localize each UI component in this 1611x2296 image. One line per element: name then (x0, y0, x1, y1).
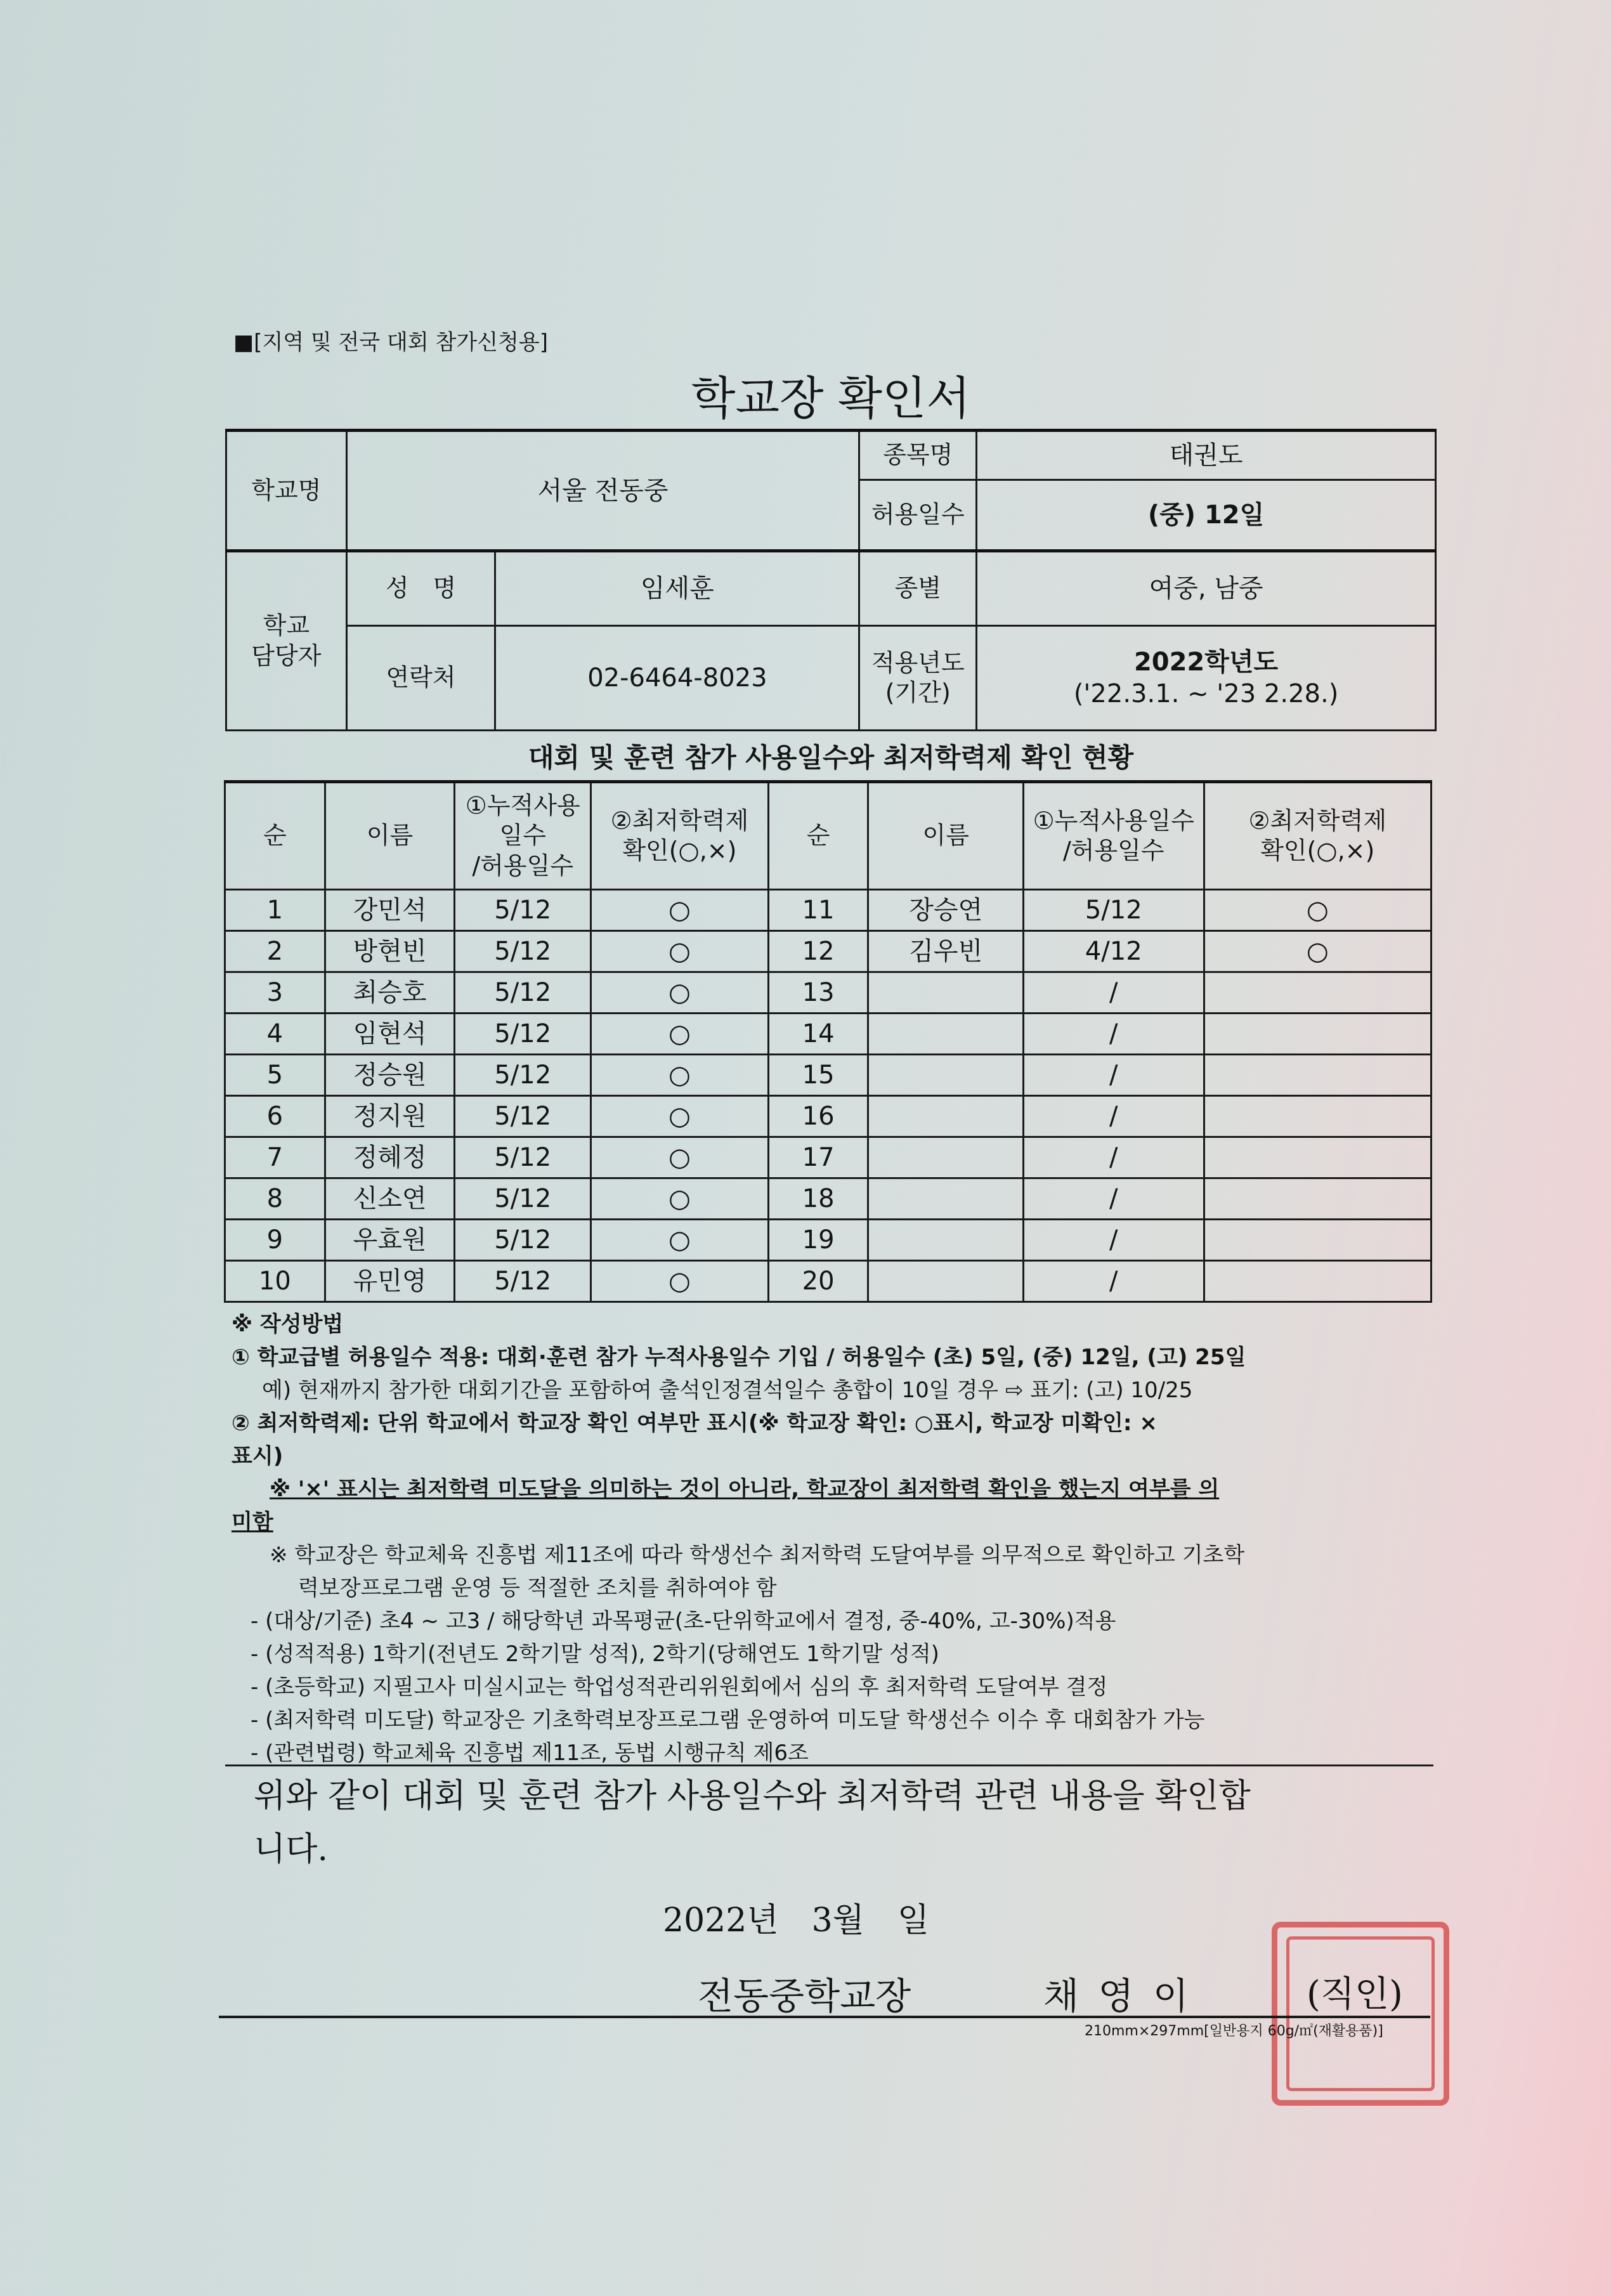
cell-no: 16 (768, 1096, 868, 1137)
cell-no: 15 (768, 1055, 868, 1096)
table-row (225, 1261, 1432, 1302)
status-body (225, 890, 1432, 1302)
note-3a: ※ '×' 표시는 최저학력 미도달을 의미하는 것이 아니라, 학교장이 최저학력 확인을 했는지 여부를 의 (270, 1477, 1220, 1502)
cell-name: 방현빈 (325, 931, 455, 972)
page-title: 학교장 확인서 (691, 372, 971, 425)
notes-heading: ※ 작성방법 (232, 1312, 344, 1337)
signer-name: 채 영 이 (1043, 1974, 1192, 2018)
cell-check (1204, 1014, 1431, 1055)
paper-spec: 210mm×297mm[일반용지 60g/㎡(재활용품)] (1085, 2023, 1383, 2039)
cell-check: ○ (1204, 890, 1431, 931)
cell-usage: 5/12 (455, 1220, 591, 1261)
cell-usage: 5/12 (455, 1014, 591, 1055)
cell-check (1204, 1137, 1431, 1178)
note-d5: - (관련법령) 학교체육 진흥법 제11조, 동법 시행규칙 제6조 (251, 1740, 809, 1766)
cell-name (868, 1014, 1024, 1055)
col-check-left: ②최저학력제 확인(○,×) (591, 782, 769, 890)
cell-usage: / (1023, 1137, 1204, 1178)
table-row (225, 1096, 1432, 1137)
cell-check: ○ (591, 972, 769, 1014)
col-usage-right: ①누적사용일수 /허용일수 (1023, 782, 1204, 890)
cell-name: 김우빈 (868, 931, 1024, 972)
signature-divider (219, 2016, 1430, 2018)
cell-no: 17 (768, 1137, 868, 1178)
cell-usage: 5/12 (1023, 890, 1204, 931)
period-label: 적용년도 (기간) (859, 626, 977, 731)
cell-name: 정혜정 (325, 1137, 455, 1178)
note-2a: ② 최저학력제: 단위 학교에서 학교장 확인 여부만 표시(※ 학교장 확인: ○표시, 학교장 미확인: × (232, 1411, 1158, 1436)
allowed-days-value: (중) 12일 (977, 480, 1436, 551)
col-check-right: ②최저학력제 확인(○,×) (1204, 782, 1431, 890)
cell-check: ○ (591, 1220, 769, 1261)
note-d2: - (성적적용) 1학기(전년도 2학기말 성적), 2학기(당해연도 1학기말 성적) (251, 1641, 939, 1667)
category-value: 여중, 남중 (977, 551, 1436, 626)
cell-name: 신소연 (325, 1178, 455, 1220)
cell-usage: 4/12 (1023, 931, 1204, 972)
cell-usage: 5/12 (455, 890, 591, 931)
table-row (225, 890, 1432, 931)
cell-check: ○ (591, 1261, 769, 1302)
cell-name (868, 1055, 1024, 1096)
period-range: ('22.3.1. ~ '23 2.28.) (1073, 679, 1339, 708)
contact-label: 연락처 (346, 626, 495, 731)
period-cell (977, 626, 1436, 731)
cell-usage: / (1023, 1055, 1204, 1096)
col-no-right: 순 (768, 782, 868, 890)
cell-usage: / (1023, 1096, 1204, 1137)
cell-name: 정승원 (325, 1055, 455, 1096)
cell-no: 4 (225, 1014, 325, 1055)
table-row (225, 1178, 1432, 1220)
notes-divider (225, 1764, 1433, 1766)
cell-usage: / (1023, 1014, 1204, 1055)
confirm-line-2: 니다. (254, 1830, 328, 1869)
cell-check: ○ (1204, 931, 1431, 972)
cell-name (868, 1261, 1024, 1302)
cell-check (1204, 972, 1431, 1014)
cell-no: 8 (225, 1178, 325, 1220)
cell-usage: 5/12 (455, 1096, 591, 1137)
event-value: 태권도 (977, 431, 1436, 480)
cell-no: 10 (225, 1261, 325, 1302)
note-d1: - (대상/기준) 초4 ~ 고3 / 해당학년 과목평균(초-단위학교에서 결정, 중-40%, 고-30%)적용 (251, 1608, 1116, 1634)
cell-name (868, 1220, 1024, 1261)
table-row (225, 931, 1432, 972)
cell-name: 우효원 (325, 1220, 455, 1261)
col-name-left: 이름 (325, 782, 455, 890)
table-row (225, 1014, 1432, 1055)
cell-check (1204, 1055, 1431, 1096)
cell-check: ○ (591, 1014, 769, 1055)
col-name-right: 이름 (868, 782, 1024, 890)
cell-check: ○ (591, 890, 769, 931)
cell-no: 14 (768, 1014, 868, 1055)
note-d4: - (최저학력 미도달) 학교장은 기초학력보장프로그램 운영하여 미도달 학생선수 이수 후 대회참가 가능 (251, 1707, 1205, 1733)
name-label: 성 명 (346, 551, 495, 626)
cell-no: 3 (225, 972, 325, 1014)
cell-usage: 5/12 (455, 972, 591, 1014)
school-label: 학교명 (226, 431, 347, 551)
note-d3: - (초등학교) 지필고사 미실시교는 학업성적관리위원회에서 심의 후 최저학력 도달여부 결정 (251, 1674, 1108, 1700)
cell-no: 2 (225, 931, 325, 972)
cell-check: ○ (591, 1096, 769, 1137)
event-label: 종목명 (859, 431, 977, 480)
confirm-text (254, 1770, 1251, 1876)
cell-check: ○ (591, 1137, 769, 1178)
category-label: 종별 (859, 551, 977, 626)
cell-check (1204, 1220, 1431, 1261)
table-row (225, 1055, 1432, 1096)
table-row (225, 1137, 1432, 1178)
cell-name: 임현석 (325, 1014, 455, 1055)
notes (232, 1308, 1246, 1770)
cell-no: 19 (768, 1220, 868, 1261)
cell-no: 7 (225, 1137, 325, 1178)
cell-name: 유민영 (325, 1261, 455, 1302)
note-4b: 력보장프로그램 운영 등 적절한 조치를 취하여야 함 (298, 1575, 777, 1601)
cell-usage: / (1023, 1220, 1204, 1261)
status-title: 대회 및 훈련 참가 사용일수와 최저학력제 확인 현황 (528, 742, 1134, 773)
note-4a: ※ 학교장은 학교체육 진흥법 제11조에 따라 학생선수 최저학력 도달여부를 의무적으로 확인하고 기초학 (270, 1543, 1245, 1568)
cell-usage: 5/12 (455, 1137, 591, 1178)
cell-usage: / (1023, 1261, 1204, 1302)
cell-check: ○ (591, 931, 769, 972)
cell-name: 강민석 (325, 890, 455, 931)
col-no-left: 순 (225, 782, 325, 890)
date: 2022년 3월 일 (663, 1901, 930, 1940)
cell-no: 6 (225, 1096, 325, 1137)
form-tag: ■[지역 및 전국 대회 참가신청용] (233, 330, 549, 355)
contact-value: 02-6464-8023 (495, 626, 859, 731)
table-row (225, 1220, 1432, 1261)
cell-name: 최승호 (325, 972, 455, 1014)
note-1: ① 학교급별 허용일수 적용: 대회·훈련 참가 누적사용일수 기입 / 허용일수 (초) 5일, (중) 12일, (고) 25일 (232, 1345, 1246, 1370)
seal-label: (직인) (1307, 1974, 1403, 2015)
cell-no: 20 (768, 1261, 868, 1302)
cell-check: ○ (591, 1055, 769, 1096)
cell-check (1204, 1261, 1431, 1302)
period-year: 2022학년도 (1133, 648, 1279, 677)
cell-no: 11 (768, 890, 868, 931)
cell-check: ○ (591, 1178, 769, 1220)
note-3b: 미함 (232, 1510, 273, 1535)
name-value: 임세훈 (495, 551, 859, 626)
note-1-example: 예) 현재까지 참가한 대회기간을 포함하여 출석인정결석일수 총합이 10일 경우 ⇨ 표기: (고) 10/25 (262, 1378, 1193, 1403)
cell-no: 5 (225, 1055, 325, 1096)
info-table (225, 429, 1437, 731)
note-2b: 표시) (232, 1444, 284, 1469)
cell-usage: / (1023, 972, 1204, 1014)
cell-usage: 5/12 (455, 1055, 591, 1096)
cell-no: 12 (768, 931, 868, 972)
confirm-line-1: 위와 같이 대회 및 훈련 참가 사용일수와 최저학력 관련 내용을 확인합 (254, 1777, 1251, 1815)
school-value: 서울 전동중 (346, 431, 859, 551)
cell-name (868, 972, 1024, 1014)
cell-usage: 5/12 (455, 1178, 591, 1220)
col-usage-left: ①누적사용일수 /허용일수 (455, 782, 591, 890)
cell-name (868, 1096, 1024, 1137)
cell-no: 9 (225, 1220, 325, 1261)
cell-usage: / (1023, 1178, 1204, 1220)
table-row (225, 972, 1432, 1014)
cell-name: 장승연 (868, 890, 1024, 931)
cell-name (868, 1137, 1024, 1178)
cell-no: 1 (225, 890, 325, 931)
cell-usage: 5/12 (455, 1261, 591, 1302)
cell-check (1204, 1178, 1431, 1220)
cell-no: 13 (768, 972, 868, 1014)
cell-name: 정지원 (325, 1096, 455, 1137)
cell-name (868, 1178, 1024, 1220)
status-table (224, 780, 1432, 1303)
cell-usage: 5/12 (455, 931, 591, 972)
allowed-days-label: 허용일수 (859, 480, 977, 551)
manager-label: 학교 담당자 (226, 551, 347, 731)
signer-title: 전동중학교장 (698, 1974, 911, 2018)
cell-no: 18 (768, 1178, 868, 1220)
cell-check (1204, 1096, 1431, 1137)
